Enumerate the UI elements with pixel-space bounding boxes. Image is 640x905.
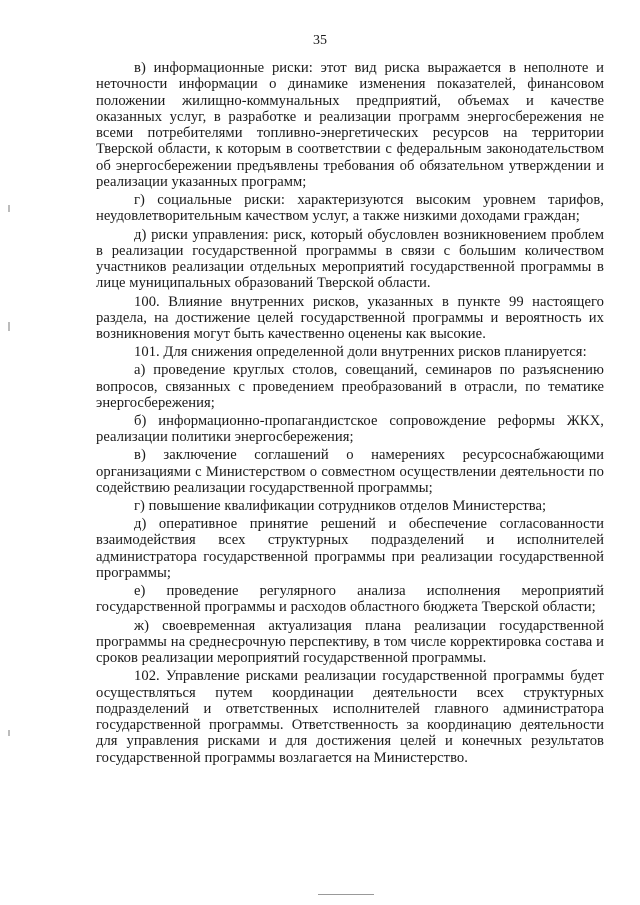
paragraph-information-support: б) информационно-пропагандистское сопровождение реформы ЖКХ, реализации политики энергосбережения; xyxy=(96,413,604,446)
paragraph-102-risk-management: 102. Управление рисками реализации государственной программы будет осуществляться путем координации деятельности всех структурных подразделений и ответственных исполнителей главного администратора государственной программы. Ответственность за координацию деятельности для управления рисками и для достижения целей и конечных результатов государственной программы возлагается на Министерство. xyxy=(96,668,604,766)
paragraph-101-risk-reduction: 101. Для снижения определенной доли внутренних рисков планируется: xyxy=(134,344,587,361)
paragraph-plan-update: ж) своевременная актуализация плана реализации государственной программы на среднесрочную перспективу, в том числе корректировка состава и сроков реализации мероприятий государственной программы. xyxy=(96,617,604,667)
scan-artifact xyxy=(8,730,10,736)
paragraph-management-risks: д) риски управления: риск, который обусловлен возникновением проблем в реализации государственной программы в связи с большим количеством участников реализации отдельных мероприятий государственной программы в лице муниципальных образований Тверской области. xyxy=(96,226,604,292)
scan-artifact xyxy=(8,205,10,212)
paragraph-100-internal-risks: 100. Влияние внутренних рисков, указанных в пункте 99 настоящего раздела, на достижение целей государственной программы и вероятность их возникновения могут быть качественно оценены как высокие. xyxy=(96,293,604,343)
scan-artifact xyxy=(8,322,10,331)
paragraph-agreements: в) заключение соглашений о намерениях ресурсоснабжающими организациями с Министерством о совместном осуществлении деятельности по содействию реализации государственной программы; xyxy=(96,447,604,496)
scan-artifact-line xyxy=(318,894,374,895)
page-number: 35 xyxy=(313,33,327,48)
paragraph-qualification: г) повышение квалификации сотрудников отделов Министерства; xyxy=(134,498,547,515)
paragraph-decision-making: д) оперативное принятие решений и обеспечение согласованности взаимодействия всех структурных подразделений и исполнителей администратора государственной программы при реализации государственной программы; xyxy=(96,516,604,582)
document-body xyxy=(96,60,604,768)
paragraph-round-tables: а) проведение круглых столов, совещаний, семинаров по разъяснению вопросов, связанных с проведением преобразований в отрасли, по тематике энергосбережения; xyxy=(96,362,604,411)
paragraph-social-risks: г) социальные риски: характеризуются высоким уровнем тарифов, неудовлетворительным качеством услуг, а также низкими доходами граждан; xyxy=(96,192,604,225)
paragraph-informational-risks: в) информационные риски: этот вид риска выражается в неполноте и неточности информации о динамике изменения показателей, финансовом положении жилищно-коммунальных предприятий, объемах и качестве оказанных услуг, в разработке и реализации программ энергосбережения не всеми потребителями топливно-энергетических ресурсов на территории Тверской области, к которым в соответствии с федеральным законодательством об энергосбережении предъявлены требования об обязательном утверждении и реализации указанных программ; xyxy=(96,60,604,191)
paragraph-regular-analysis: е) проведение регулярного анализа исполнения мероприятий государственной программы и расходов областного бюджета Тверской области; xyxy=(96,583,604,616)
